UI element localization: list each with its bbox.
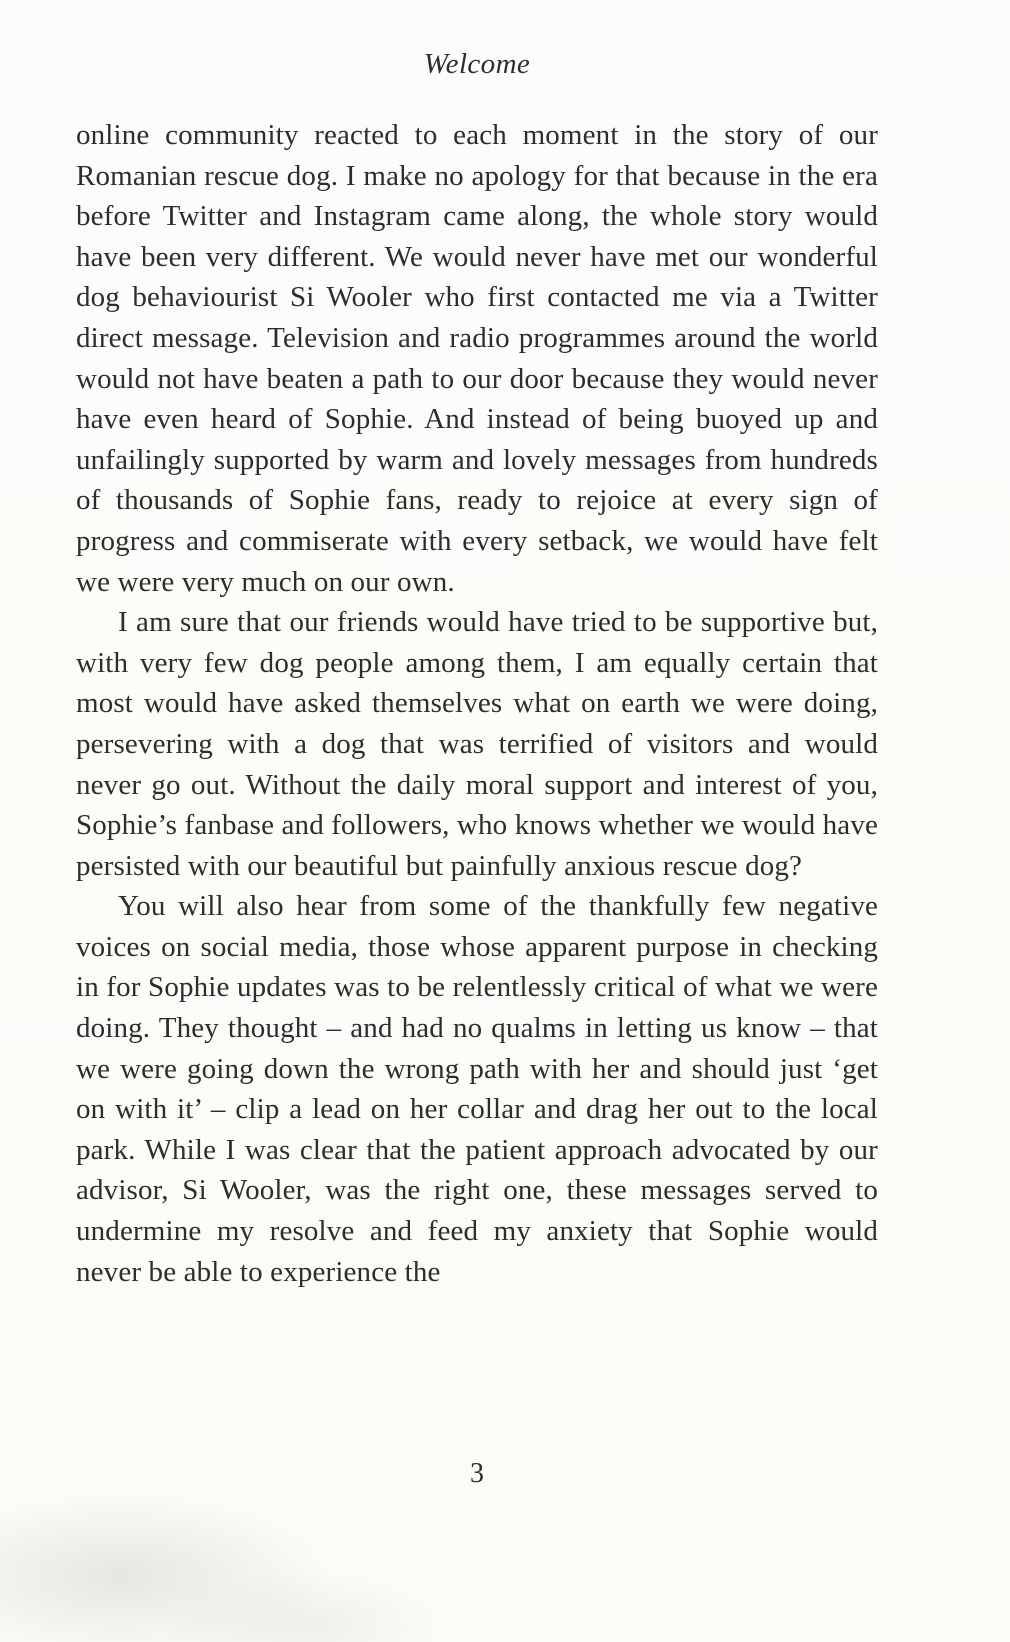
paragraph: I am sure that our friends would have tried to be supportive but, with very few dog people among them, I am equally certain that most would have asked themselves what on earth we were doing, persevering with a dog that was terrified of visitors and would never go out. Without the daily moral support and interest of you, Sophie’s fanbase and followers, who knows whether we would have persisted with our beautiful but painfully anxious rescue dog? bbox=[76, 606, 878, 882]
page-body bbox=[76, 115, 878, 1292]
paragraph: online community reacted to each moment in the story of our Romanian rescue dog. I make no apology for that because in the era before Twitter and Instagram came along, the whole story would have been very different. We would never have met our wonderful dog behaviourist Si Wooler who first contacted me via a Twitter direct message. Television and radio programmes around the world would not have beaten a path to our door because they would never have even heard of Sophie. And instead of being buoyed up and unfailingly supported by warm and lovely messages from hundreds of thousands of Sophie fans, ready to rejoice at every sign of progress and commiserate with every setback, we would have felt we were very much on our own. bbox=[76, 119, 878, 598]
paragraph: You will also hear from some of the thankfully few negative voices on social media, those whose apparent purpose in checking in for Sophie updates was to be relentlessly critical of what we were doing. They thought – and had no qualms in letting us know – that we were going down the wrong path with her and should just ‘get on with it’ – clip a lead on her collar and drag her out to the local park. While I was clear that the patient approach advocated by our advisor, Si Wooler, was the right one, these messages served to undermine my resolve and feed my anxiety that Sophie would never be able to experience the bbox=[76, 890, 878, 1288]
page-number: 3 bbox=[470, 1458, 484, 1489]
running-header: Welcome bbox=[423, 48, 531, 80]
